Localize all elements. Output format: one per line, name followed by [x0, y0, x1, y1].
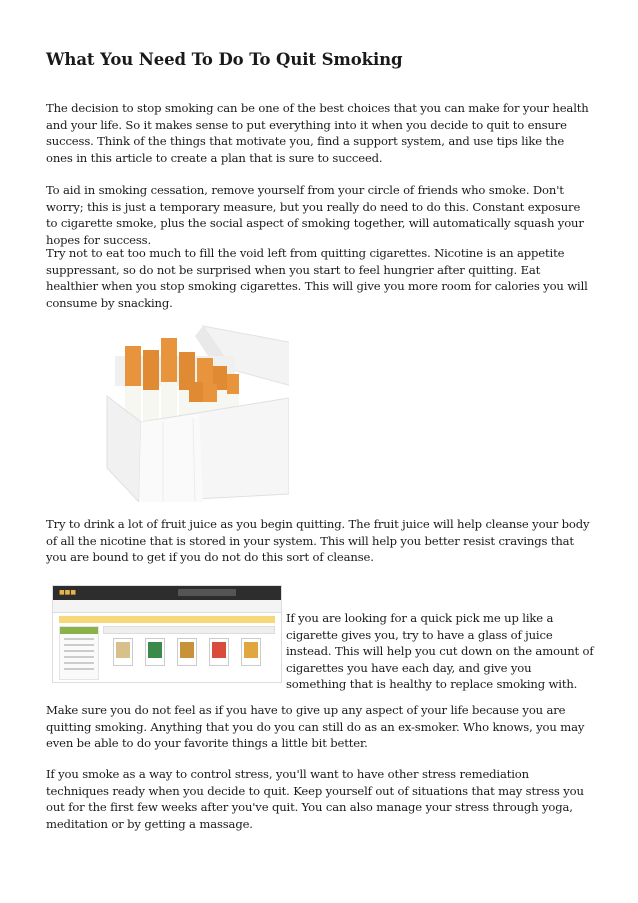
paragraph-eating: Try not to eat too much to fill the void left from quitting cigarettes. Nicotine is an appetite suppressant, so do not be surprised when you start to feel hungrier after quitting. Eat healthier when you stop smoking cigarettes. This will give you more room for calories you will consume by snacking. [46, 246, 588, 310]
paragraph-intro: The decision to stop smoking can be one of the best choices that you can make for your health and your life. So it makes sense to put everything into it when you decide to quit to ensure success. Think of the things that motivate you, find a support system, and use tips like the ones in this article to create a plan that is sure to succeed. [46, 101, 589, 165]
website-screenshot-image: ■■■ [52, 585, 282, 683]
paragraph-juice: Try to drink a lot of fruit juice as you begin quitting. The fruit juice will help cleanse your body of all the nicotine that is stored in your system. This will help you better resist cravings that you are bound to get if you do not do this sort of cleanse. [46, 517, 590, 564]
paragraph-stress: If you smoke as a way to control stress, you'll want to have other stress remediation techniques ready when you decide to quit. Keep yourself out of situations that may stress you out for the first few weeks after you've quit. You can also manage your stress through yoga, meditation or by getting a massage. [46, 767, 584, 831]
paragraph-friends: To aid in smoking cessation, remove yourself from your circle of friends who smoke. Don't worry; this is just a temporary measure, but you really do need to do this. Constant exposure to cigarette smoke, plus the social aspect of smoking together, will automatically squash your hopes for success. [46, 183, 584, 247]
page-title: What You Need To Do To Quit Smoking [46, 50, 403, 69]
paragraph-pick-me-up: If you are looking for a quick pick me up like a cigarette gives you, try to have a glass of juice instead. This will help you cut down on the amount of cigarettes you have each day, and give you something that is healthy to replace smoking with. [286, 611, 594, 691]
cigarette-pack-image [103, 318, 289, 502]
paragraph-life: Make sure you do not feel as if you have to give up any aspect of your life because you are quitting smoking. Anything that you do you can still do as an ex-smoker. Who knows, you may even be able to do your favorite things a little bit better. [46, 703, 585, 750]
